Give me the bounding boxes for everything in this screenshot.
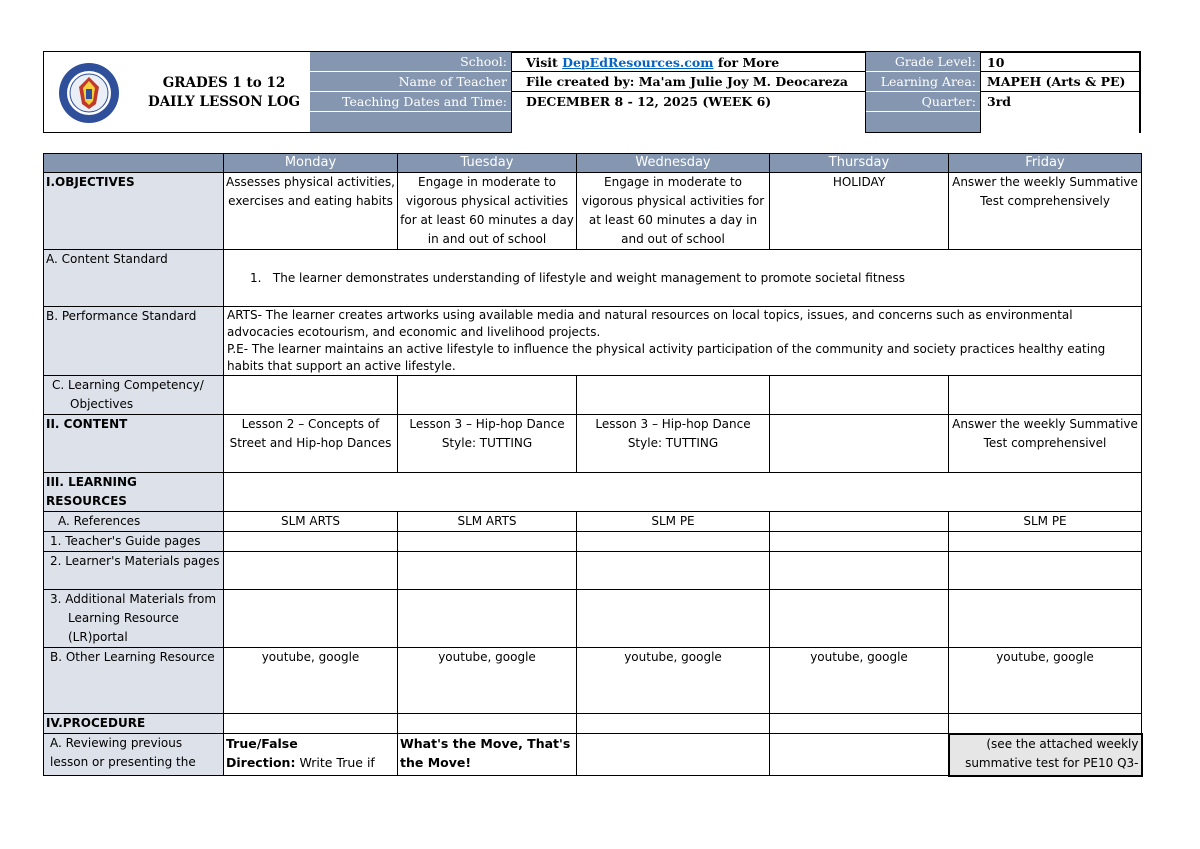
additional-materials-friday bbox=[949, 590, 1142, 648]
reviewing-row bbox=[44, 734, 1142, 776]
area-value: MAPEH (Arts & PE) bbox=[980, 72, 1140, 92]
objectives-thursday: HOLIDAY bbox=[770, 173, 949, 250]
procedure-thursday bbox=[770, 714, 949, 734]
dates-value: DECEMBER 8 - 12, 2025 (WEEK 6) bbox=[511, 92, 866, 133]
deped-seal-icon bbox=[58, 62, 120, 124]
day-header-monday: Monday bbox=[224, 154, 398, 173]
objectives-wednesday: Engage in moderate to vigorous physical activities for at least 60 minutes a day in and out of school bbox=[577, 173, 770, 250]
day-header-wednesday: Wednesday bbox=[577, 154, 770, 173]
performance-standard-row bbox=[44, 307, 1142, 376]
other-resources-friday: youtube, google bbox=[949, 648, 1142, 714]
day-header-row bbox=[44, 154, 1142, 173]
content-standard-number: 1. bbox=[250, 271, 262, 285]
reviewing-monday-direction: Direction: Write True if bbox=[226, 755, 375, 770]
grade-label: Grade Level: bbox=[866, 52, 980, 72]
content-monday: Lesson 2 – Concepts of Street and Hip-hop Dances bbox=[224, 415, 398, 473]
references-monday: SLM ARTS bbox=[224, 512, 398, 532]
performance-standard-text bbox=[224, 307, 1142, 376]
additional-materials-tuesday bbox=[398, 590, 577, 648]
teacher-label: Name of Teacher bbox=[310, 72, 511, 92]
resources-label: III. LEARNING RESOURCES bbox=[44, 473, 224, 512]
references-label: A. References bbox=[44, 512, 224, 532]
additional-materials-wednesday bbox=[577, 590, 770, 648]
label-filler-right bbox=[866, 112, 980, 132]
other-resources-wednesday: youtube, google bbox=[577, 648, 770, 714]
teachers-guide-friday bbox=[949, 532, 1142, 552]
procedure-friday bbox=[949, 714, 1142, 734]
learners-materials-monday bbox=[224, 552, 398, 590]
area-label: Learning Area: bbox=[866, 72, 980, 92]
procedure-label: IV.PROCEDURE bbox=[44, 714, 224, 734]
procedure-monday bbox=[224, 714, 398, 734]
objectives-label: I.OBJECTIVES bbox=[44, 173, 224, 250]
references-tuesday: SLM ARTS bbox=[398, 512, 577, 532]
teachers-guide-wednesday bbox=[577, 532, 770, 552]
depedresources-link[interactable]: DepEdResources.com bbox=[562, 55, 714, 70]
learners-materials-label: 2. Learner's Materials pages bbox=[44, 552, 224, 590]
references-thursday bbox=[770, 512, 949, 532]
other-resources-thursday: youtube, google bbox=[770, 648, 949, 714]
reviewing-wednesday bbox=[577, 734, 770, 776]
content-standard-row bbox=[44, 250, 1142, 307]
additional-materials-monday bbox=[224, 590, 398, 648]
resources-empty bbox=[224, 473, 1142, 512]
teachers-guide-label: 1. Teacher's Guide pages bbox=[44, 532, 224, 552]
school-value: Visit DepEdResources.com for More bbox=[511, 52, 866, 72]
learners-materials-row bbox=[44, 552, 1142, 590]
reviewing-friday: (see the attached weekly summative test for PE10 Q3- bbox=[949, 734, 1142, 776]
competency-label: C. Learning Competency/ Objectives bbox=[44, 376, 224, 415]
quarter-label: Quarter: bbox=[866, 92, 980, 112]
performance-standard-pe: P.E- The learner maintains an active lifestyle to influence the physical activity participation of the community and society practices healthy eating habits that support an active lifestyle. bbox=[227, 342, 1106, 373]
objectives-row bbox=[44, 173, 1142, 250]
objectives-tuesday: Engage in moderate to vigorous physical activities for at least 60 minutes a day in and out of school bbox=[398, 173, 577, 250]
additional-materials-row bbox=[44, 590, 1142, 648]
teachers-guide-row bbox=[44, 532, 1142, 552]
teacher-value: File created by: Ma'am Julie Joy M. Deocareza bbox=[511, 72, 866, 92]
competency-monday bbox=[224, 376, 398, 415]
day-header-thursday: Thursday bbox=[770, 154, 949, 173]
learners-materials-thursday bbox=[770, 552, 949, 590]
school-label: School: bbox=[310, 52, 511, 72]
grade-value: 10 bbox=[980, 52, 1140, 72]
objectives-monday: Assesses physical activities, exercises and eating habits bbox=[224, 173, 398, 250]
corner-cell bbox=[44, 154, 224, 173]
content-standard-label: A. Content Standard bbox=[44, 250, 224, 307]
content-label: II. CONTENT bbox=[44, 415, 224, 473]
teachers-guide-tuesday bbox=[398, 532, 577, 552]
document-title bbox=[139, 74, 309, 112]
reviewing-monday-title: True/False bbox=[226, 736, 298, 751]
other-resources-row bbox=[44, 648, 1142, 714]
performance-standard-arts: ARTS- The learner creates artworks using available media and natural resources on local topics, issues, and concerns such as environmental advocacies ecotourism, and economic and livelihood projects. bbox=[227, 308, 1073, 339]
reviewing-tuesday: What's the Move, That's the Move! bbox=[398, 734, 577, 776]
reviewing-monday bbox=[224, 734, 398, 776]
other-resources-tuesday: youtube, google bbox=[398, 648, 577, 714]
references-wednesday: SLM PE bbox=[577, 512, 770, 532]
teachers-guide-thursday bbox=[770, 532, 949, 552]
learners-materials-tuesday bbox=[398, 552, 577, 590]
dates-label: Teaching Dates and Time: bbox=[310, 92, 511, 112]
other-resources-monday: youtube, google bbox=[224, 648, 398, 714]
content-standard-text bbox=[224, 250, 1142, 307]
references-row bbox=[44, 512, 1142, 532]
teachers-guide-monday bbox=[224, 532, 398, 552]
title-line-2: DAILY LESSON LOG bbox=[147, 94, 301, 110]
daily-lesson-log-table bbox=[43, 153, 1143, 777]
content-tuesday: Lesson 3 – Hip-hop Dance Style: TUTTING bbox=[398, 415, 577, 473]
learners-materials-wednesday bbox=[577, 552, 770, 590]
competency-thursday bbox=[770, 376, 949, 415]
content-standard-body: The learner demonstrates understanding of lifestyle and weight management to promote societal fitness bbox=[272, 271, 906, 285]
learners-materials-friday bbox=[949, 552, 1142, 590]
procedure-tuesday bbox=[398, 714, 577, 734]
competency-friday bbox=[949, 376, 1142, 415]
quarter-value: 3rd bbox=[980, 92, 1140, 133]
content-row bbox=[44, 415, 1142, 473]
objectives-friday: Answer the weekly Summative Test comprehensively bbox=[949, 173, 1142, 250]
day-header-tuesday: Tuesday bbox=[398, 154, 577, 173]
reviewing-label: A. Reviewing previous lesson or presenting the bbox=[44, 734, 224, 776]
procedure-row bbox=[44, 714, 1142, 734]
performance-standard-label: B. Performance Standard bbox=[44, 307, 224, 376]
competency-wednesday bbox=[577, 376, 770, 415]
references-friday: SLM PE bbox=[949, 512, 1142, 532]
procedure-wednesday bbox=[577, 714, 770, 734]
content-thursday bbox=[770, 415, 949, 473]
label-filler bbox=[310, 112, 511, 132]
reviewing-thursday bbox=[770, 734, 949, 776]
competency-row bbox=[44, 376, 1142, 415]
resources-row bbox=[44, 473, 1142, 512]
content-friday: Answer the weekly Summative Test comprehensivel bbox=[949, 415, 1142, 473]
content-wednesday: Lesson 3 – Hip-hop Dance Style: TUTTING bbox=[577, 415, 770, 473]
day-header-friday: Friday bbox=[949, 154, 1142, 173]
lesson-log-header bbox=[43, 51, 1141, 133]
title-line-1: GRADES 1 to 12 bbox=[162, 75, 286, 91]
additional-materials-thursday bbox=[770, 590, 949, 648]
competency-tuesday bbox=[398, 376, 577, 415]
additional-materials-label: 3. Additional Materials from Learning Resource (LR)portal bbox=[44, 590, 224, 648]
other-resources-label: B. Other Learning Resource bbox=[44, 648, 224, 714]
